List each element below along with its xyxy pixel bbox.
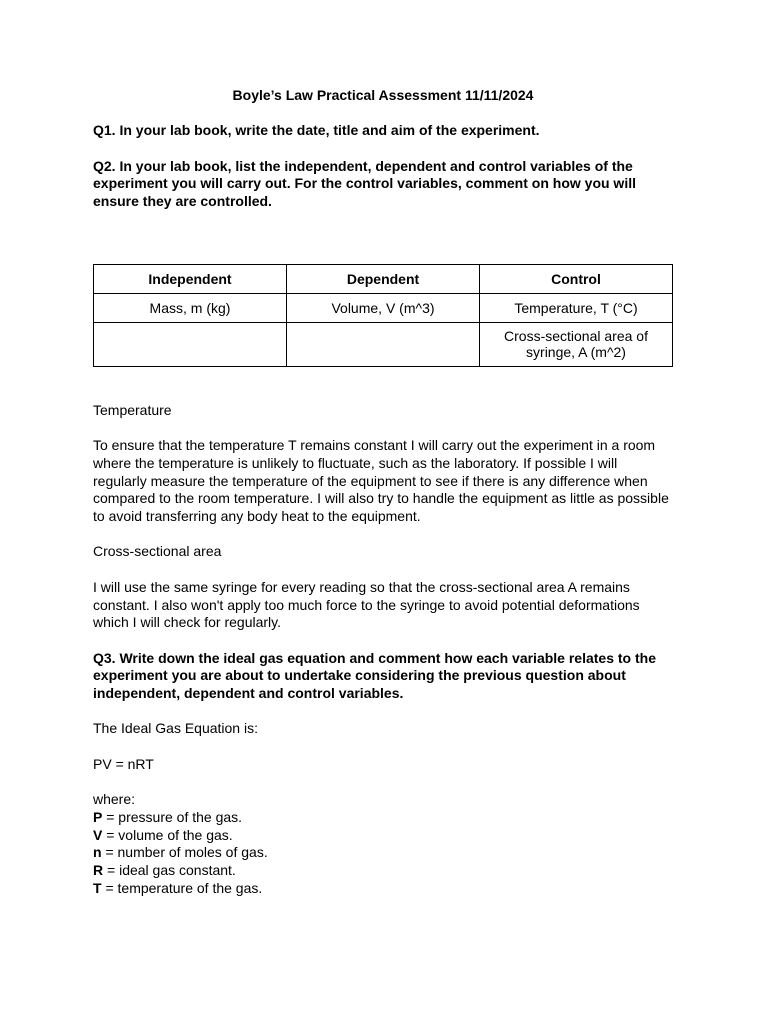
cross-section-body: I will use the same syringe for every reading so that the cross-sectional area A remains constant. I also won't apply too much force to the syringe to avoid potential deformations which I will check for regularly. (93, 578, 640, 631)
ideal-gas-intro: The Ideal Gas Equation is: (93, 720, 258, 737)
cross-section-heading: Cross-sectional area (93, 543, 222, 560)
temperature-body: To ensure that the temperature T remains constant I will carry out the experiment in a room where the temperature is unlikely to fluctuate, such as the laboratory. If possible I will regularly measure the temperature of the equipment to see if there is any difference when compared to the room temperature. I will also try to handle the equipment as little as possible to avoid transferring any body heat to the equipment. (93, 437, 669, 525)
question-3: Q3. Write down the ideal gas equation and comment how each variable relates to the experiment you are about to undertake considering the previous question about independent, dependent and control variables. (93, 649, 656, 702)
table-row (94, 293, 673, 322)
table-cell: Mass, m (kg) (94, 293, 287, 322)
variable-description: = pressure of the gas. (102, 808, 243, 825)
table-cell (94, 322, 287, 366)
header-control: Control (480, 264, 673, 293)
variable-description: = number of moles of gas. (101, 844, 268, 861)
variable-definition (93, 827, 673, 845)
document-page (93, 87, 673, 897)
header-independent: Independent (94, 264, 287, 293)
ideal-gas-equation: PV = nRT (93, 755, 154, 772)
question-2: Q2. In your lab book, list the independent, dependent and control variables of the experiment you will carry out. For the control variables, comment on how you will ensure they are controlled. (93, 157, 636, 210)
question-1: Q1. In your lab book, write the date, title and aim of the experiment. (93, 122, 540, 139)
variable-definition (93, 844, 673, 862)
temperature-heading: Temperature (93, 401, 172, 418)
variable-description: = ideal gas constant. (103, 862, 236, 879)
variables-table (93, 264, 673, 367)
variable-symbol: V (93, 826, 103, 843)
table-cell: Temperature, T (°C) (480, 293, 673, 322)
page-title: Boyle’s Law Practical Assessment 11/11/2024 (232, 87, 534, 103)
variable-symbol: P (93, 808, 103, 825)
variable-definition (93, 862, 673, 880)
variable-definition (93, 880, 673, 898)
variable-symbol: T (93, 879, 102, 896)
where-label: where: (93, 791, 136, 808)
table-header-row (94, 264, 673, 293)
table-row (94, 322, 673, 366)
variable-symbol: n (93, 844, 102, 861)
variable-description: = temperature of the gas. (101, 879, 263, 896)
table-cell: Cross-sectional area of syringe, A (m^2) (480, 322, 673, 366)
table-cell: Volume, V (m^3) (287, 293, 480, 322)
header-dependent: Dependent (287, 264, 480, 293)
variable-symbol: R (93, 862, 104, 879)
variable-definition (93, 809, 673, 827)
table-cell (287, 322, 480, 366)
variable-description: = volume of the gas. (102, 826, 233, 843)
